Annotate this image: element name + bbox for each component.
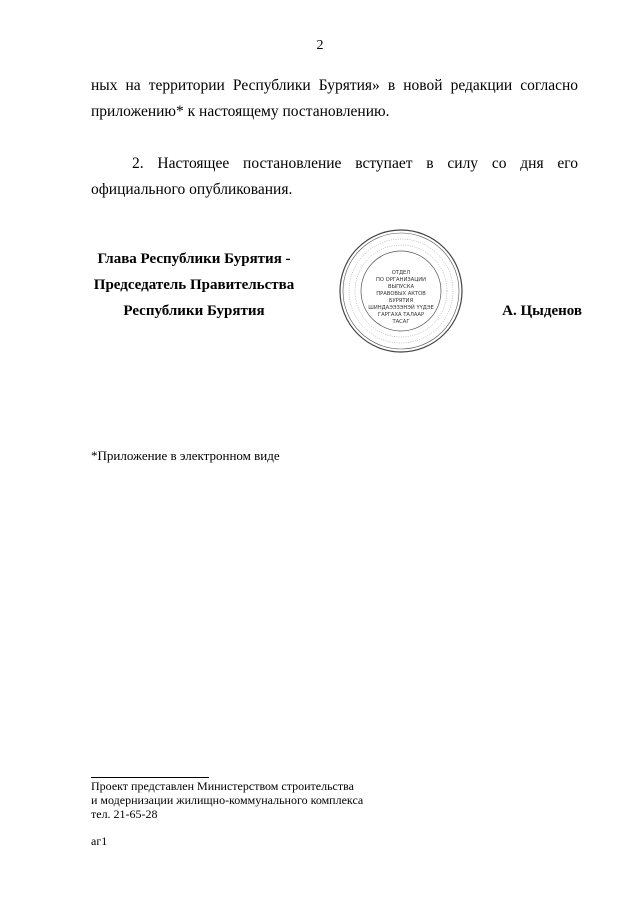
signatory-name: А. Цыденов xyxy=(502,303,582,319)
signatory-title xyxy=(76,246,312,324)
seal-line-1: ОТДЕЛ xyxy=(391,270,411,276)
official-seal xyxy=(338,228,464,354)
signatory-title-line-2: Председатель Правительства xyxy=(93,277,295,293)
project-note-line-1: Проект представлен Министерством строительства xyxy=(91,779,354,793)
footnote: *Приложение в электронном виде xyxy=(91,448,280,463)
body-paragraph-2: 2. Настоящее постановление вступает в силу со дня его официального опубликования. xyxy=(91,155,578,198)
seal-line-4: ПРАВОВЫХ АКТОВ xyxy=(376,291,426,297)
seal-line-7: ГАРГАХА ТАЛААР xyxy=(377,312,425,318)
seal-line-6: ШИНДАЭЭЗЭНЭЙ ҮҮДЭЕ xyxy=(368,305,434,311)
seal-line-8: ТАСАГ xyxy=(392,319,410,325)
signatory-title-line-3: Республики Бурятия xyxy=(123,303,265,319)
seal-line-2: ПО ОРГАНИЗАЦИИ xyxy=(375,277,427,283)
project-note xyxy=(91,779,363,821)
project-note-line-2: и модернизации жилищно-коммунального комплекса xyxy=(91,793,364,807)
seal-line-5: БУРЯТИЯ xyxy=(388,298,414,304)
body-paragraph-1: ных на территории Республики Бурятия» в новой редакции согласно приложению* к настоящему постановлению. xyxy=(91,77,578,120)
page-number: 2 xyxy=(316,38,324,53)
reference-code: аг1 xyxy=(91,834,108,848)
project-note-line-3: тел. 21-65-28 xyxy=(91,807,158,821)
seal-line-3: ВЫПУСКА xyxy=(387,284,415,290)
signatory-title-line-1: Глава Республики Бурятия - xyxy=(97,251,291,267)
footnote-divider xyxy=(91,777,209,778)
